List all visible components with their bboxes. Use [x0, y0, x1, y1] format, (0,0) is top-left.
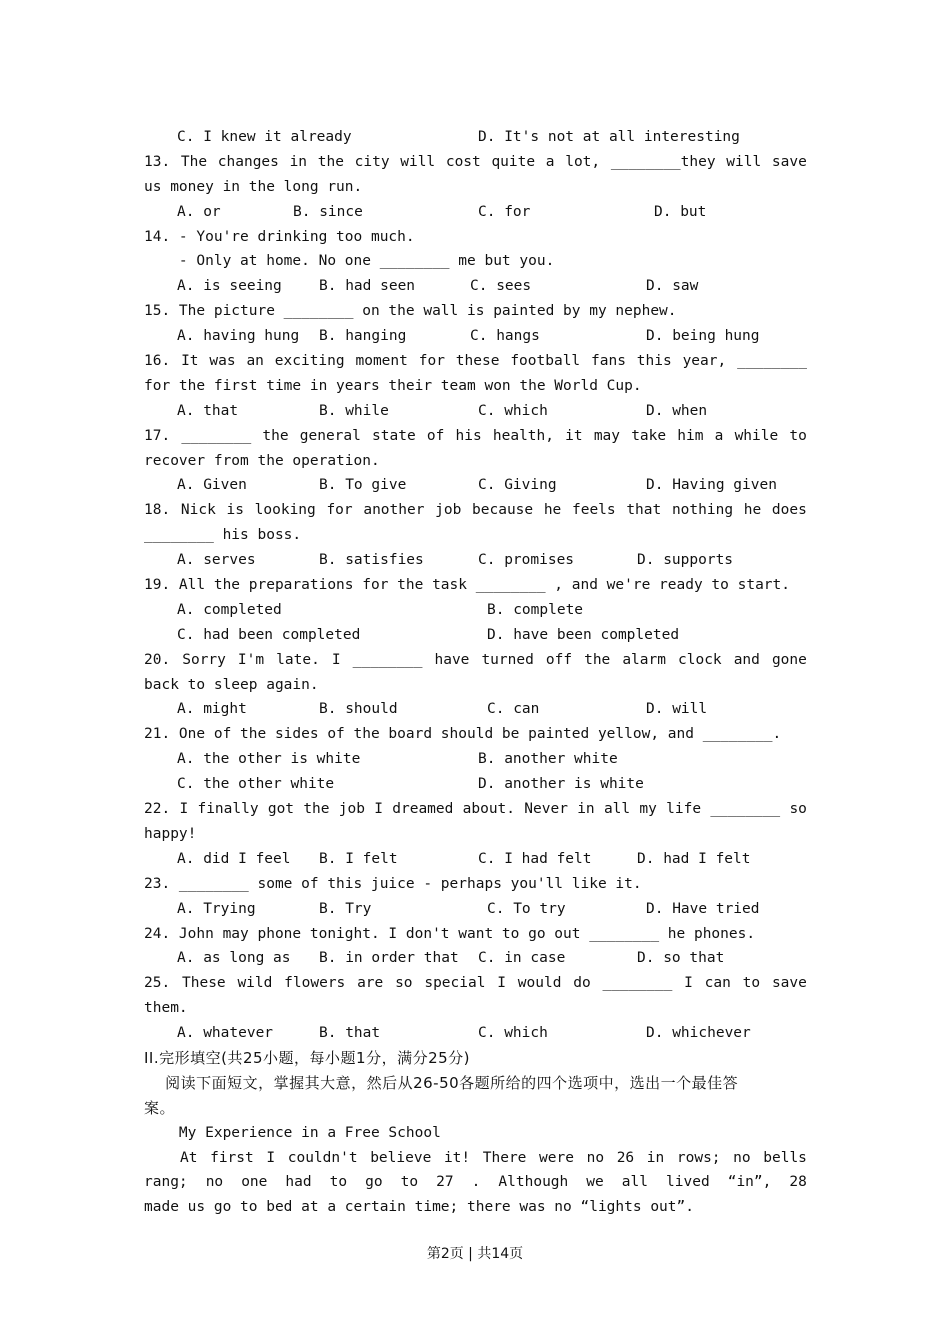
answer-option: D. It's not at all interesting [478, 129, 740, 145]
text-line: 15. The picture ________ on the wall is painted by my nephew. [144, 303, 677, 320]
answer-option: D. Having given [646, 477, 777, 494]
question-line: 16. It was an exciting moment for these football fans this year, ________ [144, 353, 807, 370]
section-text: 案。 [144, 1098, 176, 1117]
question-line: 25. These wild flowers are so special I would do ________ I can to save [144, 975, 807, 992]
answer-options [144, 125, 807, 150]
answer-options [144, 897, 807, 922]
answer-option: A. might [177, 701, 247, 718]
answer-option: C. had been completed [177, 626, 361, 643]
answer-option: D. will [646, 701, 708, 718]
answer-option: C. Giving [478, 477, 557, 494]
text-line: them. [144, 1000, 188, 1017]
answer-option: B. satisfies [319, 552, 424, 569]
text-line: happy! [144, 825, 197, 842]
answer-option: C. I knew it already [177, 129, 352, 145]
question-line: At first I couldn't believe it! There were no 26 in rows; no bells [180, 1149, 807, 1166]
answer-options [144, 847, 807, 872]
answer-option: D. have been completed [487, 626, 680, 643]
answer-option: A. having hung [177, 328, 300, 345]
answer-option: B. in order that [319, 950, 459, 967]
answer-option: D. saw [646, 278, 699, 295]
answer-option: C. can [487, 701, 540, 718]
answer-options [144, 274, 807, 299]
answer-option: B. should [319, 701, 398, 718]
question-line: 22. I finally got the job I dreamed about. Never in all my life ________ so [144, 801, 807, 818]
question-line: 18. Nick is looking for another job because he feels that nothing he does [144, 502, 807, 519]
question-line: rang; no one had to go to 27 . Although we all lived “in”, 28 [144, 1174, 807, 1191]
answer-option: B. had seen [319, 278, 416, 295]
page-footer: 第2页 | 共14页 [426, 1246, 524, 1262]
answer-options [144, 200, 807, 225]
document-body [144, 125, 807, 1220]
answer-option: C. hangs [470, 328, 540, 345]
answer-option: A. that [177, 402, 239, 419]
answer-options [144, 548, 807, 573]
answer-option: A. completed [177, 601, 282, 618]
answer-option: C. the other white [177, 776, 335, 793]
answer-option: B. another white [478, 751, 618, 768]
text-line: - Only at home. No one ________ me but you. [144, 253, 555, 270]
answer-option: A. serves [177, 552, 256, 569]
text-line: us money in the long run. [144, 178, 363, 195]
question-line: 17. ________ the general state of his health, it may take him a while to [144, 427, 807, 444]
text-line: My Experience in a Free School [144, 1124, 441, 1141]
answer-option: A. Trying [177, 900, 256, 917]
question-line: 13. The changes in the city will cost quite a lot, ________they will save [144, 153, 807, 170]
answer-options [144, 473, 807, 498]
answer-option: A. the other is white [177, 751, 361, 768]
answer-option: D. had I felt [637, 850, 751, 867]
answer-option: B. hanging [319, 328, 407, 345]
answer-option: D. whichever [646, 1025, 751, 1042]
answer-options [144, 697, 807, 722]
section-text: II.完形填空(共25小题，每小题1分，满分25分) [144, 1048, 471, 1067]
answer-option: C. which [478, 402, 548, 419]
answer-option: D. when [646, 402, 708, 419]
text-line: made us go to bed at a certain time; there was no “lights out”. [144, 1199, 694, 1216]
section-text: 阅读下面短文，掌握其大意，然后从26-50各题所给的四个选项中，选出一个最佳答 [144, 1073, 739, 1092]
answer-option: B. I felt [319, 850, 398, 867]
answer-option: C. I had felt [478, 850, 592, 867]
answer-options [144, 1021, 807, 1046]
answer-option: A. Given [177, 477, 247, 494]
answer-options [144, 772, 807, 797]
text-line: back to sleep again. [144, 676, 319, 693]
text-line: ________ his boss. [144, 527, 302, 544]
answer-options [144, 399, 807, 424]
answer-option: B. To give [319, 477, 407, 494]
answer-options [144, 324, 807, 349]
answer-option: A. is seeing [177, 278, 282, 295]
answer-option: D. supports [637, 552, 734, 569]
answer-option: D. another is white [478, 776, 644, 793]
answer-option: B. that [319, 1025, 381, 1042]
text-line: recover from the operation. [144, 452, 380, 469]
answer-options [144, 747, 807, 772]
answer-option: C. in case [478, 950, 566, 967]
answer-option: A. did I feel [177, 850, 291, 867]
text-line: 14. - You're drinking too much. [144, 228, 415, 245]
text-line: 23. ________ some of this juice - perhaps you'll like it. [144, 875, 642, 892]
answer-option: A. whatever [177, 1025, 274, 1042]
answer-option: D. so that [637, 950, 725, 967]
answer-option: A. or [177, 203, 221, 220]
answer-option: D. being hung [646, 328, 760, 345]
answer-option: B. Try [319, 900, 372, 917]
question-line: 20. Sorry I'm late. I ________ have turned off the alarm clock and gone [144, 651, 807, 668]
answer-option: C. promises [478, 552, 575, 569]
answer-option: B. since [293, 203, 363, 220]
text-line: for the first time in years their team won the World Cup. [144, 377, 642, 394]
answer-option: C. sees [470, 278, 532, 295]
answer-option: D. but [654, 203, 707, 220]
text-line: 24. John may phone tonight. I don't want to go out ________ he phones. [144, 925, 756, 942]
answer-option: B. complete [487, 601, 584, 618]
answer-options [144, 946, 807, 971]
answer-options [144, 598, 807, 623]
text-line: 21. One of the sides of the board should be painted yellow, and ________. [144, 726, 782, 743]
answer-option: C. To try [487, 900, 566, 917]
text-line: 19. All the preparations for the task ________ , and we're ready to start. [144, 577, 791, 594]
answer-options [144, 623, 807, 648]
answer-option: A. as long as [177, 950, 291, 967]
answer-option: B. while [319, 402, 389, 419]
answer-option: C. for [478, 203, 531, 220]
answer-option: C. which [478, 1025, 548, 1042]
answer-option: D. Have tried [646, 900, 760, 917]
